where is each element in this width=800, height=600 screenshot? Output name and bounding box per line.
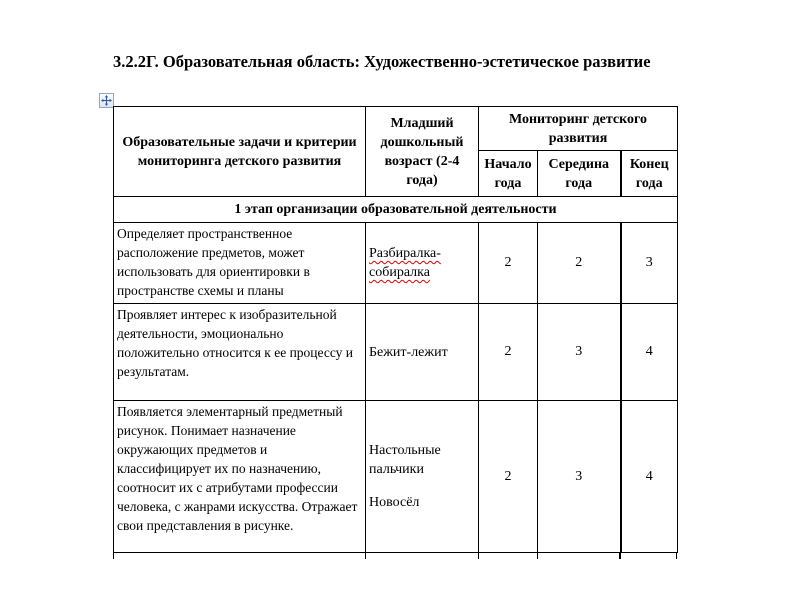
header-age-group: Младший дошкольный возраст (2-4 года) [366, 107, 479, 197]
task-cell: Определяет пространственное расположение предметов, может использовать для ориентировки в пространстве схемы и планы [114, 223, 366, 304]
activity-name: Настольные пальчики [369, 443, 441, 477]
activity-cell [366, 304, 479, 401]
page-title: 3.2.2Г. Образовательная область: Художественно-эстетическое развитие [113, 52, 651, 71]
monitoring-table [113, 106, 678, 553]
score-end-cell: 3 [621, 223, 678, 304]
score-end-cell: 4 [621, 401, 678, 553]
header-tasks-criteria: Образовательные задачи и критерии мониторинга детского развития [114, 107, 366, 197]
score-end-cell: 4 [621, 304, 678, 401]
score-start-cell: 2 [479, 223, 538, 304]
score-start-cell: 2 [479, 304, 538, 401]
activity-cell [366, 401, 479, 553]
four-way-move-icon [101, 95, 112, 106]
table-border-stub [478, 552, 479, 559]
score-middle-cell: 3 [538, 304, 621, 401]
score-middle-cell: 3 [538, 401, 621, 553]
header-year-middle: Середина года [538, 151, 621, 197]
activity-name: Бежит-лежит [369, 344, 448, 360]
table-border-stub [676, 552, 677, 559]
header-year-start: Начало года [479, 151, 538, 197]
table-border-stub [113, 552, 114, 559]
table-border-stub [537, 552, 538, 559]
activity-name-misspelled: Разбиралка-собиралка [369, 246, 441, 280]
activity-name: Новосёл [369, 495, 420, 510]
table-border-stub [619, 552, 621, 559]
header-year-end: Конец года [621, 151, 678, 197]
score-start-cell: 2 [479, 401, 538, 553]
task-cell: Появляется элементарный предметный рисунок. Понимает назначение окружающих предметов и классифицирует их по назначению, соотносит их с атрибутами профессии человека, с жанрами искусства. Отражает свои представления в рисунке. [114, 401, 366, 553]
activity-cell [366, 223, 479, 304]
score-middle-cell: 2 [538, 223, 621, 304]
table-move-handle[interactable] [99, 93, 114, 108]
section-stage-header: 1 этап организации образовательной деятельности [114, 197, 678, 223]
header-monitoring: Мониторинг детского развития [479, 107, 678, 151]
table-border-stub [365, 552, 366, 559]
task-cell: Проявляет интерес к изобразительной деятельности, эмоционально положительно относится к ее процессу и результатам. [114, 304, 366, 401]
